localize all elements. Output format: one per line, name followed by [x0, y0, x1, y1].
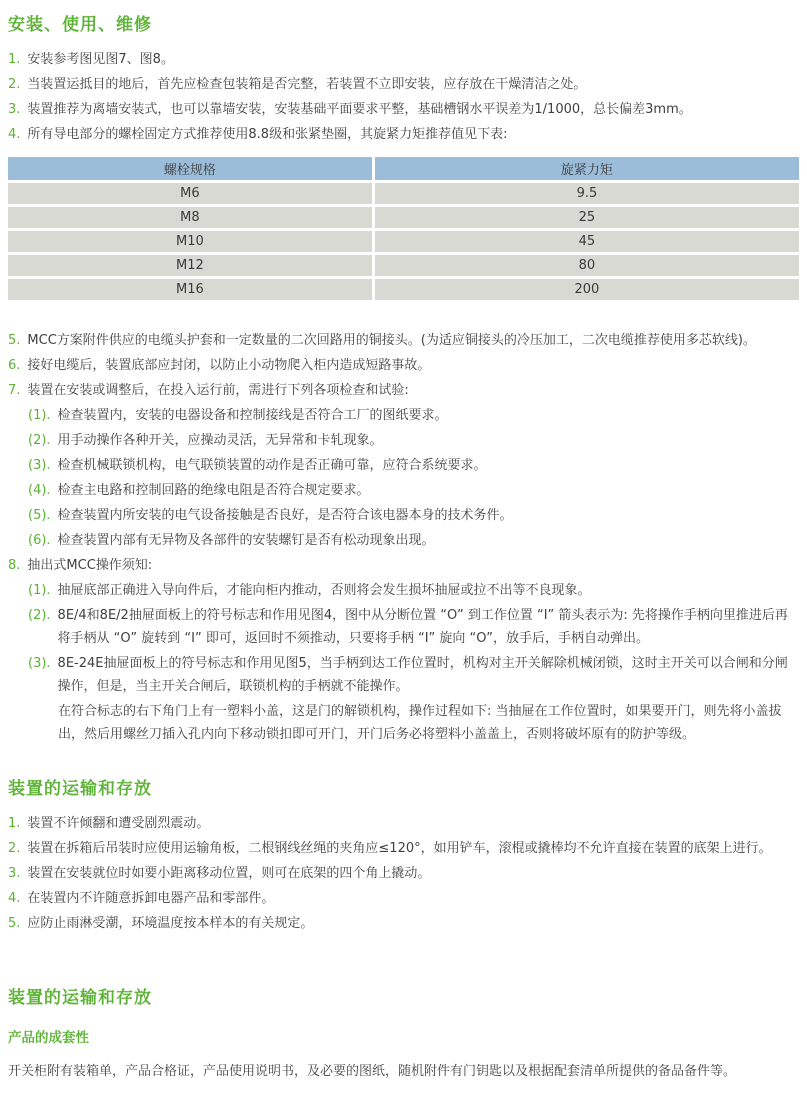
- cell-torque: 45: [375, 231, 799, 252]
- table-header-torque: 旋紧力矩: [375, 157, 799, 180]
- item-number: 8.: [8, 558, 21, 573]
- item-text: 抽屉底部正确进入导向件后，才能向柜内推动，否则将会发生损坏抽屉或拉不出等不良现象。: [57, 583, 591, 598]
- item-text: 当装置运抵目的地后，首先应检查包装箱是否完整，若装置不立即安装，应存放在干燥清洁之处。: [27, 77, 587, 92]
- list-item: [8, 354, 799, 377]
- item-number: 5.: [8, 333, 21, 348]
- item-text: 检查装置内部有无异物及各部件的安装螺钉是否有松动现象出现。: [57, 533, 435, 548]
- table-row: [8, 231, 799, 252]
- torque-table-wrapper: [8, 154, 799, 303]
- table-header-bolt-spec: 螺栓规格: [8, 157, 375, 180]
- item-number: (4).: [28, 483, 51, 498]
- list-item: [8, 837, 799, 860]
- cell-bolt-spec: M6: [8, 183, 375, 204]
- item-number: (2).: [28, 433, 51, 448]
- subsection-title-product-completeness: 产品的成套性: [8, 1030, 89, 1046]
- item-number: 4.: [8, 127, 21, 142]
- item-number: 3.: [8, 102, 21, 117]
- completeness-paragraph: 开关柜附有装箱单，产品合格证，产品使用说明书，及必要的图纸，随机附件有门钥匙以及根据配套清单所提供的备品备件等。: [8, 1064, 737, 1079]
- item-number: 5.: [8, 916, 21, 931]
- item-text: 应防止雨淋受潮，环境温度按本样本的有关规定。: [27, 916, 314, 931]
- item-text: 在装置内不许随意拆卸电器产品和零部件。: [27, 891, 275, 906]
- item-text: 检查装置内，安装的电器设备和控制接线是否符合工厂的图纸要求。: [57, 408, 448, 423]
- item-text: 所有导电部分的螺栓固定方式推荐使用8.8级和张紧垫圈，其旋紧力矩推荐值见下表:: [27, 127, 508, 142]
- cell-bolt-spec: M8: [8, 207, 375, 228]
- item-number: 2.: [8, 841, 21, 856]
- list-item: [8, 379, 799, 402]
- item-text: 装置在拆箱后吊装时应使用运输角板，二根钢线丝绳的夹角应≤120°，如用铲车，滚棍或撬棒均不允许直接在装置的底架上进行。: [27, 841, 772, 856]
- section-title-install-use-maintain: 安装、使用、维修: [8, 15, 152, 35]
- check-list-item: [8, 479, 799, 502]
- item-number: 1.: [8, 52, 21, 67]
- item-number: (5).: [28, 508, 51, 523]
- drawer-note-item: [8, 604, 799, 650]
- cell-bolt-spec: M10: [8, 231, 375, 252]
- item-number: 1.: [8, 816, 21, 831]
- list-item: [8, 554, 799, 577]
- table-row: [8, 279, 799, 300]
- section-title-transport-storage-2: 装置的运输和存放: [8, 988, 152, 1008]
- item-number: 3.: [8, 866, 21, 881]
- item-text: 抽出式MCC操作须知:: [27, 558, 153, 573]
- item-text: 检查装置内所安装的电气设备接触是否良好，是否符合该电器本身的技术务件。: [57, 508, 513, 523]
- item-text: 接好电缆后，装置底部应封闭，以防止小动物爬入柜内造成短路事故。: [27, 358, 431, 373]
- list-item: [8, 48, 799, 71]
- list-item: [8, 123, 799, 146]
- item-text: 检查机械联锁机构，电气联锁装置的动作是否正确可靠，应符合系统要求。: [57, 458, 487, 473]
- item-number: (3).: [28, 458, 51, 473]
- item-number: (3).: [28, 656, 51, 671]
- item-number: (1).: [28, 408, 51, 423]
- drawer-note-item: [8, 579, 799, 602]
- item-number: 6.: [8, 358, 21, 373]
- table-row: [8, 183, 799, 204]
- check-list-item: [8, 404, 799, 427]
- torque-table: [8, 154, 799, 303]
- item-number: (6).: [28, 533, 51, 548]
- section-title-transport-storage: 装置的运输和存放: [8, 779, 152, 799]
- item-number: 4.: [8, 891, 21, 906]
- table-row: [8, 207, 799, 228]
- cell-torque: 9.5: [375, 183, 799, 204]
- cell-torque: 25: [375, 207, 799, 228]
- item-number: 2.: [8, 77, 21, 92]
- cell-bolt-spec: M12: [8, 255, 375, 276]
- list-item: [8, 329, 799, 352]
- check-list-item: [8, 454, 799, 477]
- list-item: [8, 887, 799, 910]
- list-item: [8, 862, 799, 885]
- list-item: [8, 73, 799, 96]
- item-text: 装置不许倾翻和遭受剧烈震动。: [27, 816, 210, 831]
- list-item: [8, 912, 799, 935]
- table-row: [8, 255, 799, 276]
- item-text: 装置推荐为离墙安装式，也可以靠墙安装，安装基础平面要求平整，基础槽钢水平误差为1/1000，总长偏差3mm。: [27, 102, 692, 117]
- item-text: MCC方案附件供应的电缆头护套和一定数量的二次回路用的铜接头。(为适应铜接头的冷压加工，二次电缆推荐使用多芯软线)。: [27, 333, 756, 348]
- item-text: 8E/4和8E/2抽屉面板上的符号标志和作用见图4，图中从分断位置 “O” 到工作位置 “I” 箭头表示为: 先将操作手柄向里推进后再将手柄从 “O” 旋转到 “I” 即可，返回时不须推动，只要将手柄 “I” 旋向 “O”，放手后，手柄自动弹出。: [57, 608, 788, 646]
- cell-bolt-spec: M16: [8, 279, 375, 300]
- drawer-note-extra-paragraph: 在符合标志的右下角门上有一塑料小盖，这是门的解锁机构，操作过程如下: 当抽屉在工作位置时，如果要开门，则先将小盖拔出，然后用螺丝刀插入孔内向下移动锁扣即可开门，开门后务必将塑料小盖盖上，否则将破坏原有的防护等级。: [58, 704, 782, 742]
- cell-torque: 200: [375, 279, 799, 300]
- item-text: 用手动操作各种开关，应操动灵活，无异常和卡轧现象。: [57, 433, 383, 448]
- item-text: 安装参考图见图7、图8。: [27, 52, 174, 67]
- list-item: [8, 812, 799, 835]
- item-text: 装置在安装或调整后，在投入运行前，需进行下列各项检查和试验:: [27, 383, 409, 398]
- item-text: 8E-24E抽屉面板上的符号标志和作用见图5，当手柄到达工作位置时，机构对主开关解除机械闭锁，这时主开关可以合闸和分闸操作，但是，当主开关合闸后，联锁机构的手柄就不能操作。: [57, 656, 788, 694]
- item-text: 检查主电路和控制回路的绝缘电阻是否符合规定要求。: [57, 483, 370, 498]
- drawer-note-item: [8, 652, 799, 698]
- check-list-item: [8, 529, 799, 552]
- table-header-row: [8, 157, 799, 180]
- check-list-item: [8, 504, 799, 527]
- cell-torque: 80: [375, 255, 799, 276]
- list-item: [8, 98, 799, 121]
- item-number: (1).: [28, 583, 51, 598]
- item-number: 7.: [8, 383, 21, 398]
- check-list-item: [8, 429, 799, 452]
- item-number: (2).: [28, 608, 51, 623]
- item-text: 装置在安装就位时如要小距离移动位置，则可在底架的四个角上撬动。: [27, 866, 431, 881]
